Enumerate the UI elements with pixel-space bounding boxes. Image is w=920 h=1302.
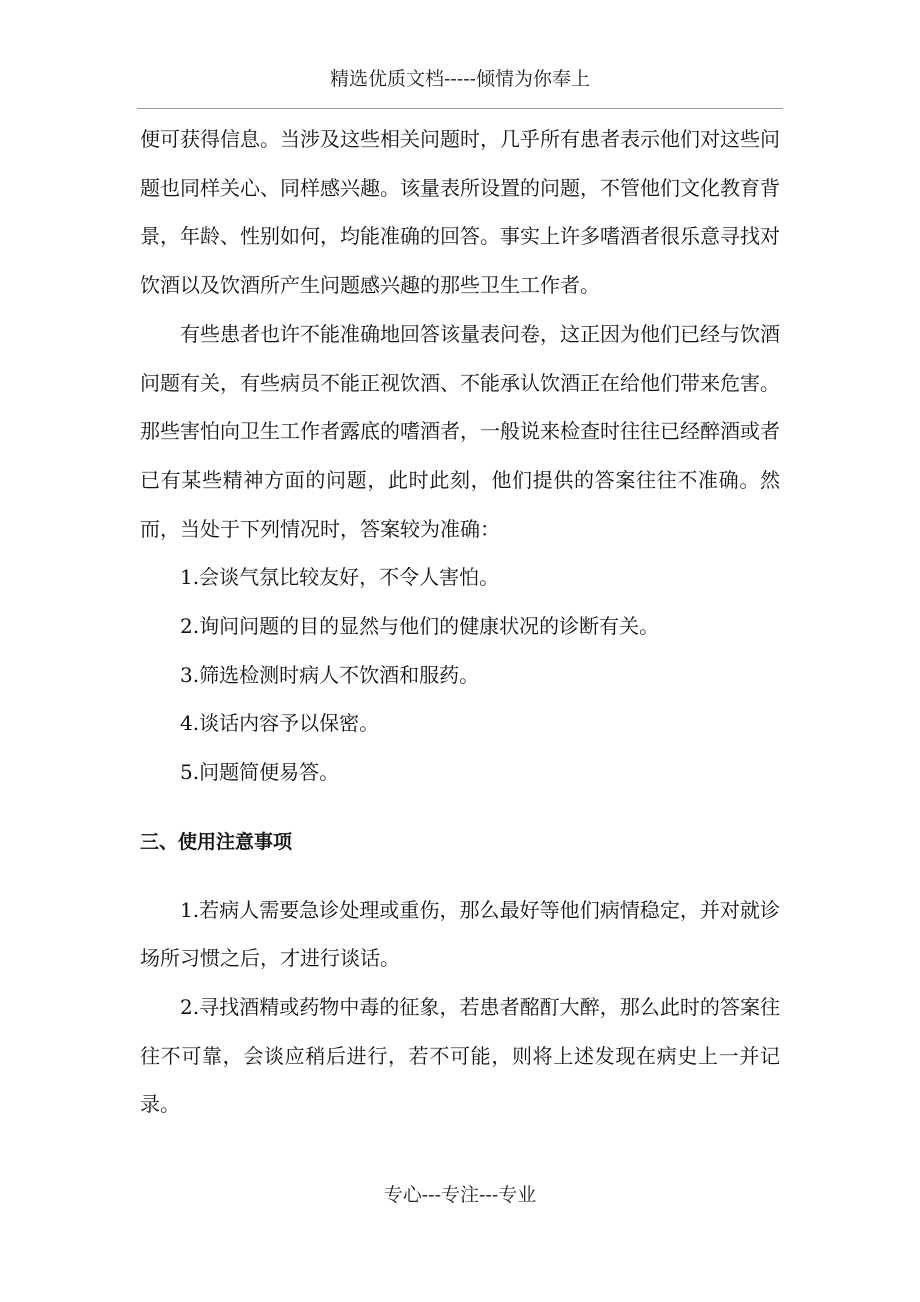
- condition-item-3: 3.筛选检测时病人不饮酒和服药。: [180, 662, 480, 687]
- condition-item-2: 2.询问问题的目的显然与他们的健康状况的诊断有关。: [180, 614, 660, 639]
- condition-item-4: 4.谈话内容予以保密。: [180, 711, 380, 736]
- conditions-list: [140, 553, 780, 797]
- paragraph-answer-accuracy: 有些患者也许不能准确地回答该量表问卷，这正因为他们已经与饮酒问题有关，有些病员不能正视饮酒、不能承认饮酒正在给他们带来危害。那些害怕向卫生工作者露底的嗜酒者，一般说来检查时往往已经醉酒或者已有某些精神方面的问题，此时此刻，他们提供的答案往往不准确。然而，当处于下列情况时，答案较为准确：: [140, 321, 780, 541]
- page-footer: 专心---专注---专业: [383, 1184, 537, 1206]
- note-item-1: 1.若病人需要急诊处理或重伤，那么最好等他们病情稳定，并对就诊场所习惯之后，才进行谈话。: [140, 897, 780, 971]
- paragraph-continuation: 便可获得信息。当涉及这些相关问题时，几乎所有患者表示他们对这些问题也同样关心、同样感兴趣。该量表所设置的问题，不管他们文化教育背景，年龄、性别如何，均能准确的回答。事实上许多嗜酒者很乐意寻找对饮酒以及饮酒所产生问题感兴趣的那些卫生工作者。: [140, 127, 780, 298]
- section-heading-usage-notes: 三、使用注意事项: [140, 830, 293, 853]
- header-divider: [137, 108, 783, 109]
- condition-item-1: 1.会谈气氛比较友好，不令人害怕。: [180, 565, 500, 590]
- note-item-2: 2.寻找酒精或药物中毒的征象，若患者酩酊大醉，那么此时的答案往往不可靠，会谈应稍后进行，若不可能，则将上述发现在病史上一并记录。: [140, 994, 780, 1117]
- page-header: 精选优质文档-----倾情为你奉上: [329, 68, 591, 90]
- document-body: [140, 115, 780, 1129]
- condition-item-5: 5.问题简便易答。: [180, 760, 340, 785]
